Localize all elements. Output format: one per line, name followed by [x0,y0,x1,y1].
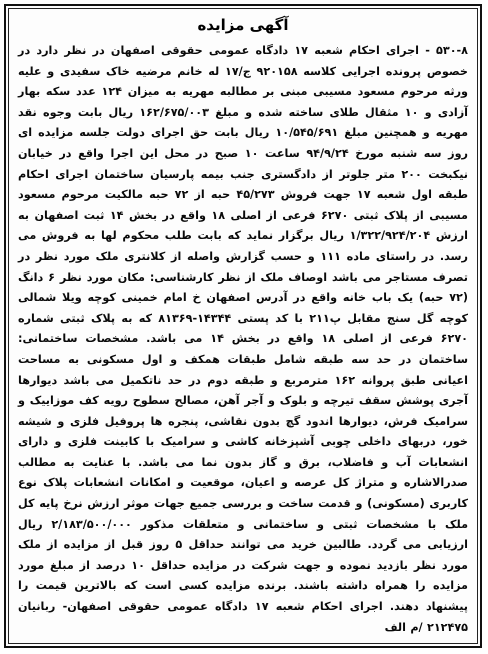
notice-title: آگهی مزایده [197,16,289,34]
notice-content [8,8,478,644]
notice-body: ۵۳۰-۸ - اجرای احکام شعبه ۱۷ دادگاه عمومی حقوقی اصفهان در نظر دارد در خصوص پرونده اجرایی کلاسه ۹۲۰۱۵۸ ج/۱۷ له خانم مرضیه خاک سفیدی و علیه ورثه مرحوم مسعود مسیبی مبنی بر مطالبه مهریه به میزان ۱۲۴ عدد سکه بهار آزادی و ۱۰ مثقال طلای ساخته شده و مبلغ ۱۶۲/۶۷۵/۰۰۳ ریال بابت وجوه نقد مهریه و همچنین مبلغ ۱۰/۵۴۵/۶۹۱ ریال بابت حق اجرای دولت جلسه مزایده ای روز سه شنبه مورخ ۹۴/۹/۲۴ ساعت ۱۰ صبح در محل این اجرا واقع در خیابان نیکبخت ۲۰۰ متر جلوتر از دادگستری جنب بیمه پارسیان ساختمان اجرای احکام طبقه اول شعبه ۱۷ جهت فروش ۴۵/۲۷۳ حبه از ۷۲ حبه مالکیت مرحوم مسعود مسیبی از پلاک ثبتی ۶۲۷۰ فرعی از اصلی ۱۸ واقع در بخش ۱۴ ثبت اصفهان به ارزش ۱/۳۲۲/۹۲۴/۲۰۴ ریال برگزار نماید که بابت طلب محکوم لها به فروش می رسد. در راستای ماده ۱۱۱ و حسب گزارش واصله از کلانتری ملک مورد نظر در تصرف مستاجر می باشد اوصاف ملک از نظر کارشناسی: مکان مورد نظر ۶ دانگ (۷۲ حبه) یک باب خانه واقع در آدرس اصفهان خ امام خمینی کوچه ویلا شمالی کوچه گل سنج مقابل پ۲۱۱ با کد پستی ۱۴۳۴۴-۸۱۳۶۹ که به پلاک ثبتی شماره ۶۲۷۰ فرعی از اصلی ۱۸ واقع در بخش ۱۴ می باشد. مشخصات ساختمانی: ساختمان در حد سه طبقه شامل طبقات همکف و اول مسکونی به مساحت اعیانی طبق پروانه ۱۶۲ مترمربع و طبقه دوم در حد ناتکمیل می باشد دیوارها آجری پوشش سقف تیرچه و بلوک و آجر آهن، مصالح سطوح رویه کف موزاییک و سرامیک فرش، دیوارها اندود گچ بدون نقاشی، پنجره ها پروفیل فلزی و شیشه خور، دربهای داخلی چوبی آشپزخانه کاشی و سرامیک با کابینت فلزی و دارای انشعابات آب و فاضلاب، برق و گاز بدون نما می باشد. با عنایت به مطالب صدرالاشاره و متراژ کل عرصه و اعیان، موقعیت و امکانات انشعابات پلاک نوع کاربری (مسکونی) و قدمت ساخت و بررسی جمیع جهات موثر ارزش نرخ پایه کل ملک با مشخصات ثبتی و ساختمانی و متعلقات مذکور ۲/۱۸۳/۵۰۰/۰۰۰ ریال ارزیابی می گردد. طالبین خرید می توانند حداقل ۵ روز قبل از مزایده از ملک مورد نظر بازدید نموده و جهت شرکت در مزایده حداقل ۱۰ درصد از مبلغ مورد مزایده را همراه داشته باشند. برنده مزایده کسی است که بالاترین قیمت را پیشنهاد دهند. اجرای احکام شعبه ۱۷ دادگاه عمومی حقوقی اصفهان- ربانیان ۲۱۲۴۷۵ /م الف [18,44,469,634]
notice-frame [4,4,482,648]
